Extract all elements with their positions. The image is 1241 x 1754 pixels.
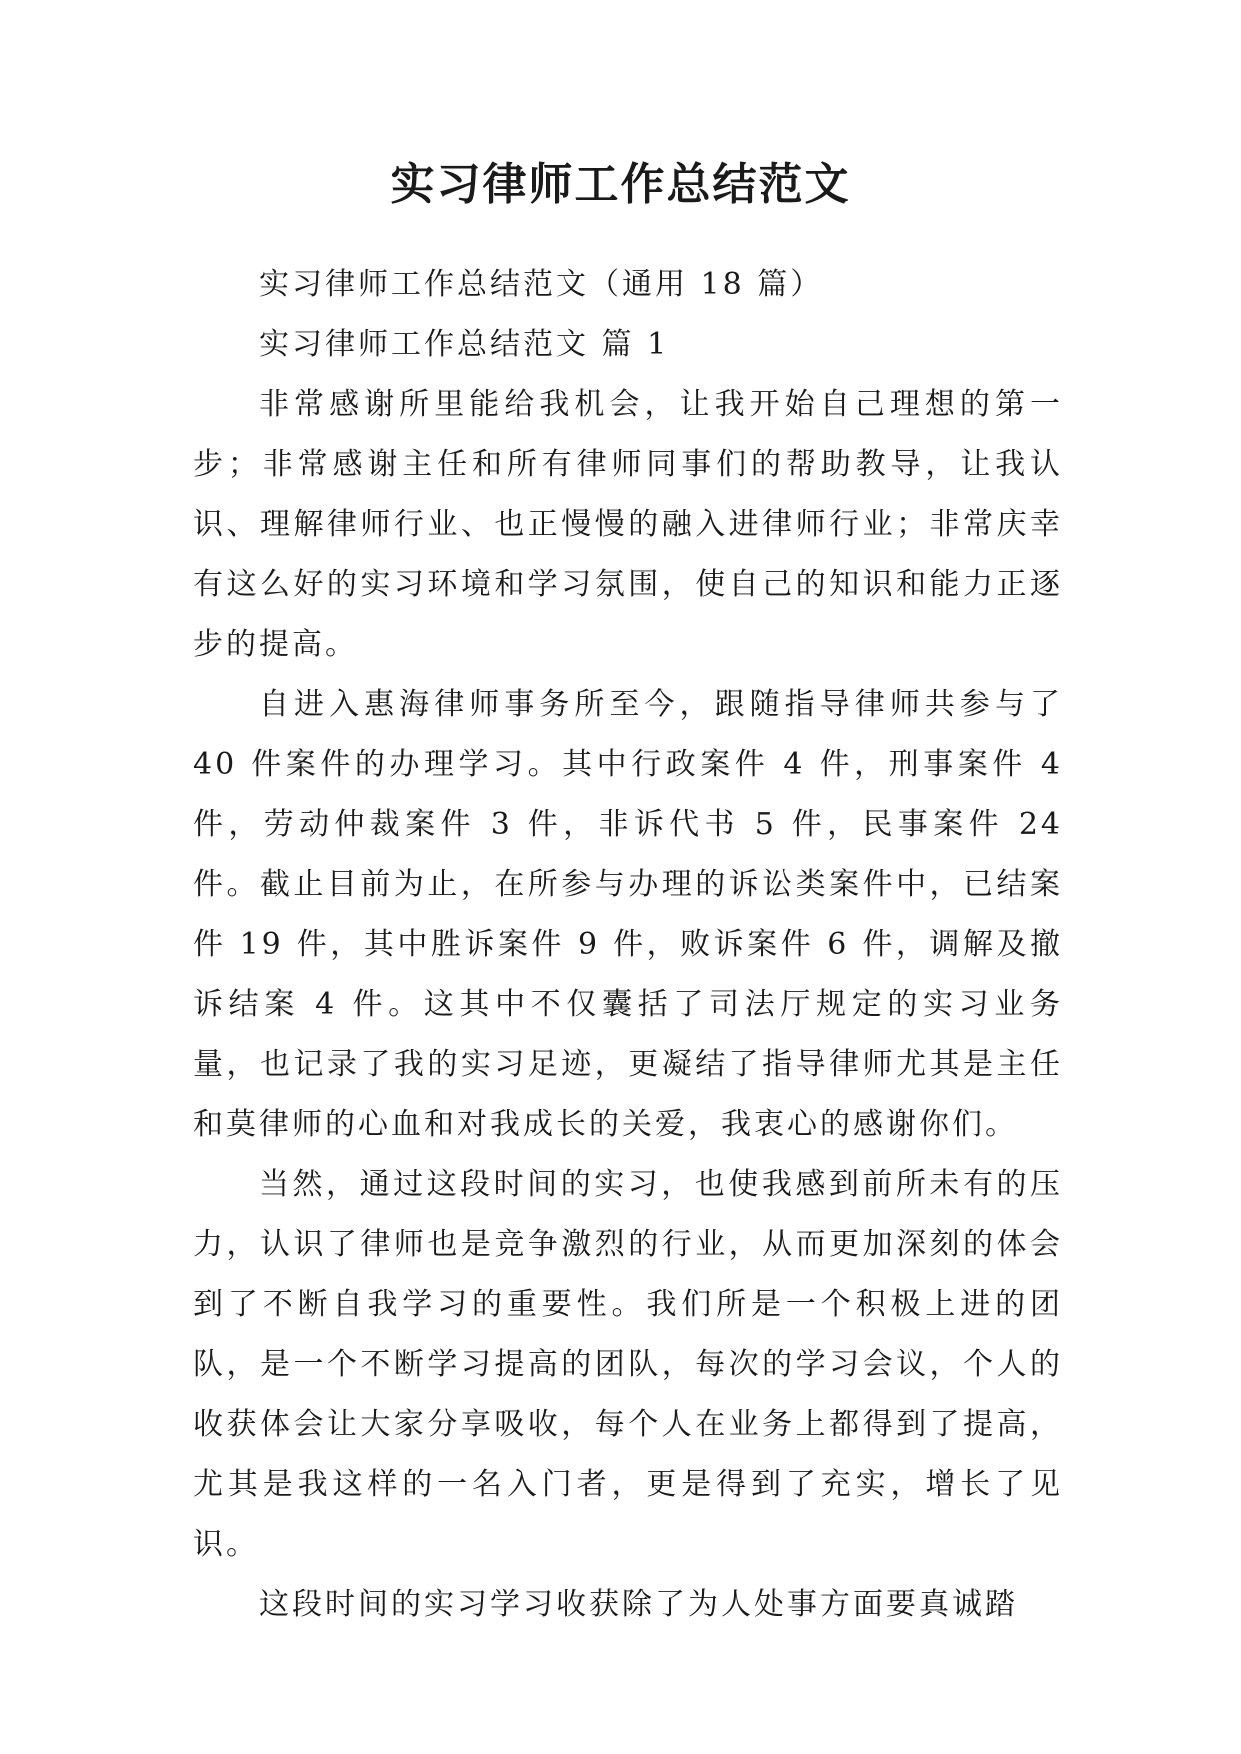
paragraph-1: 非常感谢所里能给我机会，让我开始自己理想的第一步；非常感谢主任和所有律师同事们的帮助教导，让我认识、理解律师行业、也正慢慢的融入进律师行业；非常庆幸有这么好的实习环境和学习氛围，使自己的知识和能力正逐步的提高。 (193, 387, 1063, 662)
paragraph-3: 当然，通过这段时间的实习，也使我感到前所未有的压力，认识了律师也是竞争激烈的行业，从而更加深刻的体会到了不断自我学习的重要性。我们所是一个积极上进的团队，是一个不断学习提高的团队，每次的学习会议，个人的收获体会让大家分享吸收，每个人在业务上都得到了提高，尤其是我这样的一名入门者，更是得到了充实，增长了见识。 (193, 1167, 1063, 1562)
paragraph-2: 自进入惠海律师事务所至今，跟随指导律师共参与了 40 件案件的办理学习。其中行政案件 4 件，刑事案件 4 件，劳动仲裁案件 3 件，非诉代书 5 件，民事案件 24 件。截止目前为止，在所参与办理的诉讼类案件中，已结案件 19 件，其中胜诉案件 9 件，败诉案件 6 件，调解及撤诉结案 4 件。这其中不仅囊括了司法厅规定的实习业务量，也记录了我的实习足迹，更凝结了指导律师尤其是主任和莫律师的心血和对我成长的关爱，我衷心的感谢你们。 (193, 687, 1063, 1142)
paragraph-4: 这段时间的实习学习收获除了为人处事方面要真诚踏 (259, 1587, 1018, 1622)
document-subtitle: 实习律师工作总结范文（通用 18 篇） (259, 267, 824, 302)
document-body (193, 255, 1063, 1635)
section-heading: 实习律师工作总结范文 篇 1 (259, 327, 670, 362)
document-title: 实习律师工作总结范文 (390, 159, 851, 210)
